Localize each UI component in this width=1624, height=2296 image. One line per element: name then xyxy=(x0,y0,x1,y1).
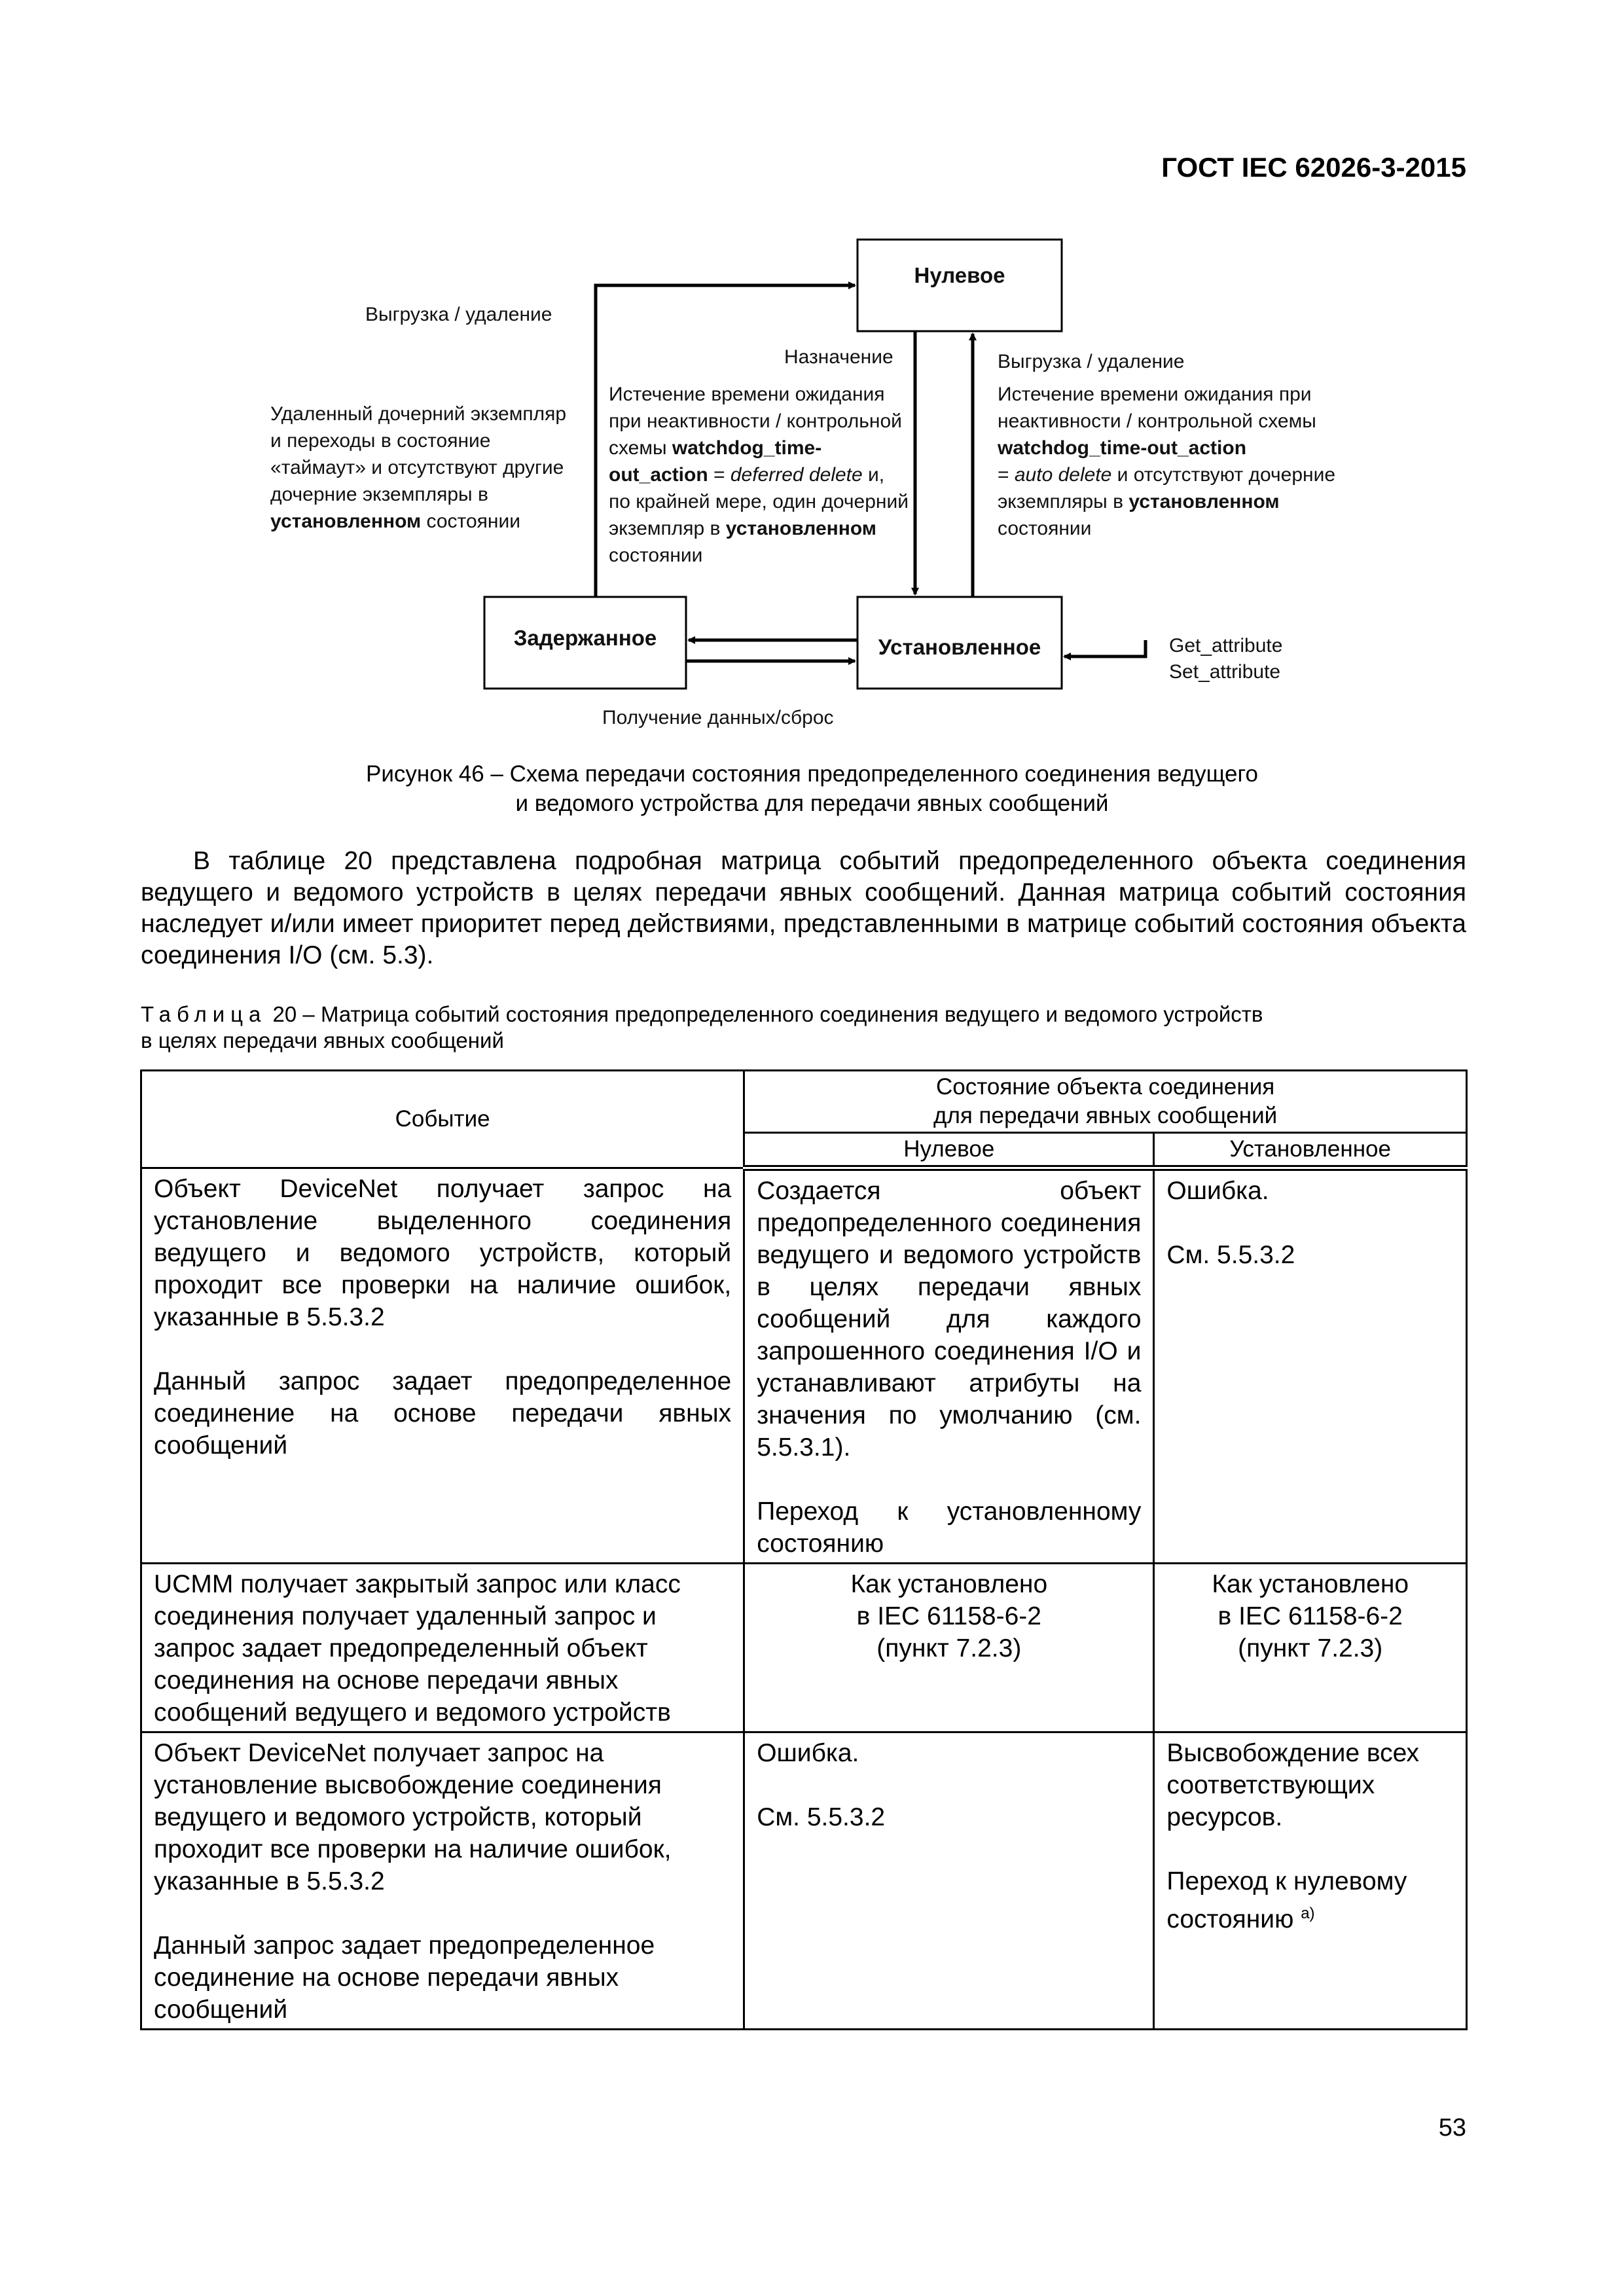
state-event-matrix xyxy=(140,1069,1468,2030)
arrow-get-set-attribute xyxy=(1064,640,1146,656)
set-attribute-label: Set_attribute xyxy=(1169,661,1281,683)
figure-caption: Рисунок 46 – Схема передачи состояния предопределенного соединения ведущего и ведомого устройства для передачи явных сообщений xyxy=(366,761,1258,816)
standard-code: ГОСТ IEC 62026-3-2015 xyxy=(1161,152,1466,183)
get-attribute-label: Get_attribute xyxy=(1169,635,1283,656)
page-number: 53 xyxy=(1438,2114,1466,2142)
deferred-state-label: Задержанное xyxy=(513,626,657,650)
left-transition-note: Удаленный дочерний экземпляр и переходы в состояние «таймаут» и отсутствуют другие дочерние экземпляры в установленном состоянии xyxy=(270,403,567,532)
header-event: Событие xyxy=(141,1071,744,1168)
established-cell: Высвобождение всех соответствующих ресурсов. Переход к нулевому состоянию $^{a)}$ xyxy=(1154,1732,1467,2030)
null-cell: Создается объект предопределенного соединения ведущего и ведомого устройств в целях передачи явных сообщений для каждого запрошенного соединения I/O и устанавливают атрибуты на значения по умолчанию (см. 5.5.3.1). Переход к установленному состоянию xyxy=(744,1168,1154,1564)
established-state-label: Установленное xyxy=(878,635,1041,659)
right-transition-note: Истечение времени ожидания при неактивности / контрольной схемы watchdog_time-out_action = auto delete и отсутствуют дочерние экземпляры в установленном состоянии xyxy=(998,384,1336,539)
event-cell: Объект DeviceNet получает запрос на установление высвобождение соединения ведущего и ведомого устройств, который проходит все проверки на наличие ошибок, указанные в 5.5.3.2 Данный запрос задает предопределенное соединение на основе передачи явных сообщений xyxy=(141,1732,744,2030)
body-paragraph: В таблице 20 представлена подробная матрица событий предопределенного объекта соединения ведущего и ведомого устройств в целях передачи явных сообщений. Данная матрица событий состояния наследует и/или имеет приоритет перед действиями, представленными в матрице событий состояния объекта соединения I/O (см. 5.3). xyxy=(141,847,1466,969)
event-cell: Объект DeviceNet получает запрос на установление выделенного соединения ведущего и ведомого устройств, который проходит все проверки на наличие ошибок, указанные в 5.5.3.2 Данный запрос задает предопределенное соединение на основе передачи явных сообщений xyxy=(141,1168,744,1564)
table-row xyxy=(141,1168,1467,1564)
established-cell: Ошибка. См. 5.5.3.2 xyxy=(1154,1168,1467,1564)
event-cell: UCMM получает закрытый запрос или класс соединения получает удаленный запрос и запрос задает предопределенный объект соединения на основе передачи явных сообщений ведущего и ведомого устройств xyxy=(141,1564,744,1732)
unload-delete-right-label: Выгрузка / удаление xyxy=(998,351,1185,372)
table-caption: Таблица 20 – Матрица событий состояния предопределенного соединения ведущего и ведомого устройств в целях передачи явных сообщений xyxy=(141,1002,1263,1052)
middle-transition-note: Истечение времени ожидания при неактивности / контрольной схемы watchdog_time- out_action = deferred delete и, по крайней мере, один дочерний экземпляр в установленном состоянии xyxy=(609,384,909,566)
header-established: Установленное xyxy=(1154,1133,1467,1168)
table-row xyxy=(141,1564,1467,1732)
established-cell: Как установлено в IEC 61158-6-2 (пункт 7.2.3) xyxy=(1154,1564,1467,1732)
header-state-group: Состояние объекта соединения для передачи явных сообщений xyxy=(744,1071,1467,1133)
null-cell: Как установлено в IEC 61158-6-2 (пункт 7.2.3) xyxy=(744,1564,1154,1732)
table-row xyxy=(141,1732,1467,2030)
null-cell: Ошибка. См. 5.5.3.2 xyxy=(744,1732,1154,2030)
footnote-ref: a) xyxy=(1301,1905,1315,1922)
unload-delete-left-label: Выгрузка / удаление xyxy=(365,304,552,325)
header-null: Нулевое xyxy=(744,1133,1154,1168)
receive-reset-label: Получение данных/сброс xyxy=(602,707,834,728)
assign-label: Назначение xyxy=(784,346,893,368)
null-state-label: Нулевое xyxy=(914,263,1005,287)
